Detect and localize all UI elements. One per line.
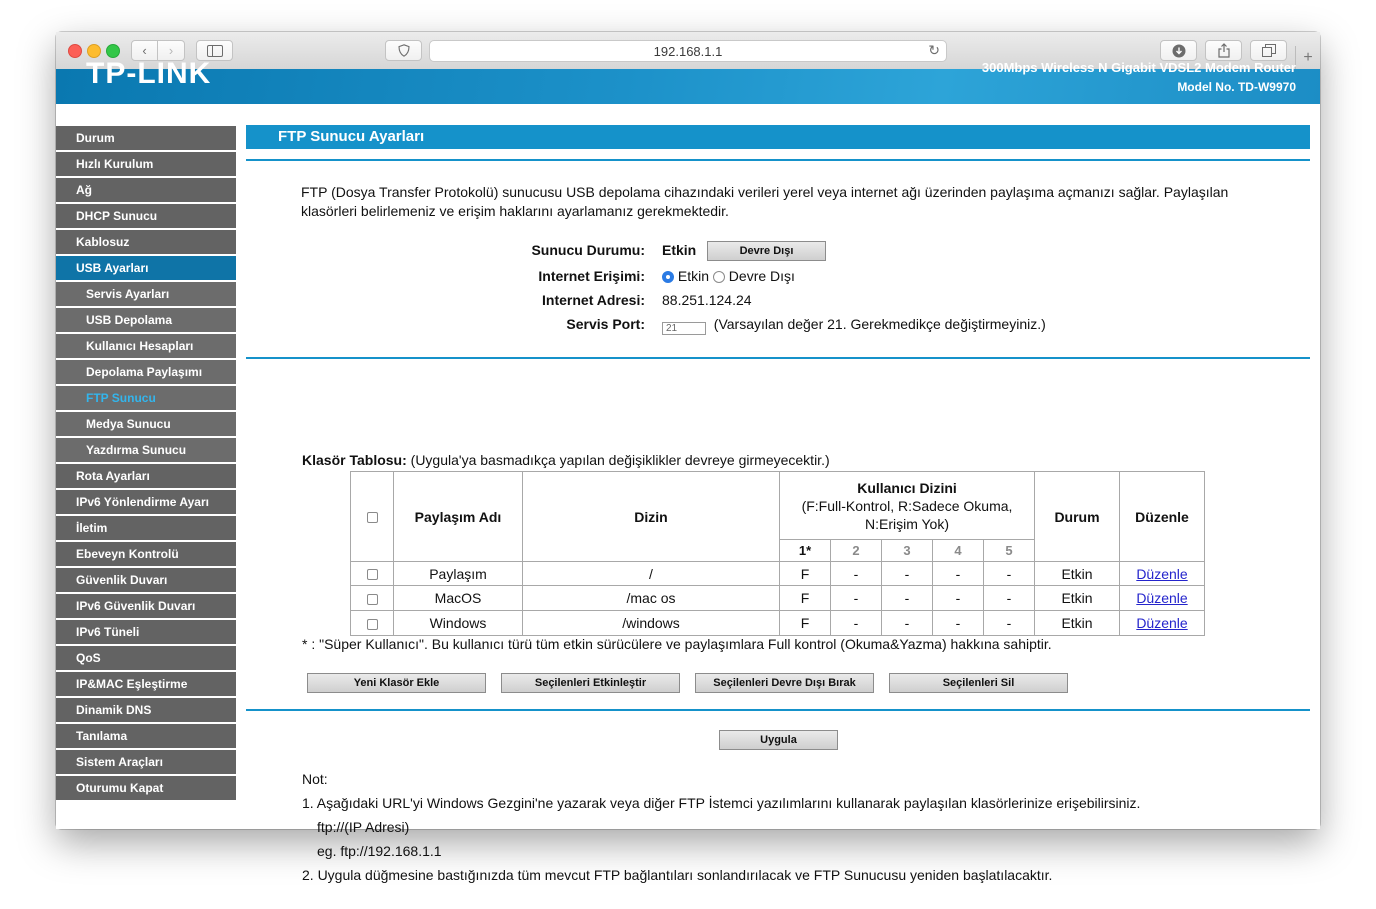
table-row (351, 611, 1205, 636)
status-cell: Etkin (1035, 611, 1120, 636)
user-number: 2 (831, 540, 882, 562)
internet-access-enabled-label: Etkin (677, 268, 710, 284)
note-line: 2. Uygula düğmesine bastığınızda tüm mevcut FTP bağlantıları sonlandırılacak ve FTP Sunucusu yeniden başlatılacaktır. (302, 867, 1053, 883)
folder-table (350, 471, 1205, 636)
sidebar-item[interactable]: Kablosuz (56, 230, 236, 254)
server-status-label: Sunucu Durumu: (531, 242, 645, 258)
status-cell: Etkin (1035, 586, 1120, 611)
header-user-dir (780, 472, 1035, 540)
sidebar-item[interactable]: Servis Ayarları (56, 282, 236, 306)
internet-address-row (246, 292, 1310, 312)
sidebar-item[interactable]: IP&MAC Eşleştirme (56, 672, 236, 696)
internet-access-row (246, 268, 1310, 288)
row-checkbox[interactable] (367, 619, 378, 630)
enable-selected-button[interactable]: Seçilenleri Etkinleştir (501, 673, 680, 693)
note-line: ftp://(IP Adresi) (317, 819, 410, 835)
sidebar-item[interactable]: Rota Ayarları (56, 464, 236, 488)
edit-cell (1120, 562, 1205, 586)
perm-cell: - (933, 562, 984, 586)
close-window-button[interactable] (68, 44, 82, 58)
sidebar-item[interactable]: Depolama Paylaşımı (56, 360, 236, 384)
edit-link[interactable]: Düzenle (1136, 615, 1188, 631)
sidebar (56, 104, 236, 829)
path-cell: /windows (523, 611, 780, 636)
header-status: Durum (1035, 472, 1120, 562)
folder-table-title: Klasör Tablosu: (302, 452, 407, 468)
share-icon (1218, 43, 1230, 58)
page-title: FTP Sunucu Ayarları (246, 125, 1310, 149)
note-line: eg. ftp://192.168.1.1 (317, 843, 442, 859)
sidebar-item[interactable]: USB Ayarları (56, 256, 236, 280)
edit-link[interactable]: Düzenle (1136, 590, 1188, 606)
disable-server-button[interactable]: Devre Dışı (707, 241, 826, 261)
header-path: Dizin (523, 472, 780, 562)
divider (246, 709, 1310, 711)
perm-cell: F (780, 562, 831, 586)
sidebar-item[interactable]: Medya Sunucu (56, 412, 236, 436)
header-edit: Düzenle (1120, 472, 1205, 562)
sidebar-item[interactable]: Oturumu Kapat (56, 776, 236, 800)
tabs-overview-button[interactable] (1250, 40, 1287, 61)
perm-cell: - (933, 586, 984, 611)
row-select-cell (351, 562, 394, 586)
folder-table-note: (Uygula'ya basmadıkça yapılan değişiklikler devreye girmeyecektir.) (410, 452, 830, 468)
table-row (351, 562, 1205, 586)
product-name: 300Mbps Wireless N Gigabit VDSL2 Modem Router (981, 60, 1296, 75)
sidebar-item[interactable]: USB Depolama (56, 308, 236, 332)
perm-cell: - (984, 611, 1035, 636)
sidebar-item[interactable]: DHCP Sunucu (56, 204, 236, 228)
perm-cell: - (882, 611, 933, 636)
perm-cell: - (831, 562, 882, 586)
row-checkbox[interactable] (367, 594, 378, 605)
service-port-row (246, 316, 1310, 336)
plus-icon: + (1303, 48, 1313, 66)
server-status-row (246, 242, 1310, 262)
user-number: 1* (780, 540, 831, 562)
sidebar-item[interactable]: IPv6 Tüneli (56, 620, 236, 644)
sidebar-item[interactable]: IPv6 Yönlendirme Ayarı (56, 490, 236, 514)
user-number: 3 (882, 540, 933, 562)
sidebar-menu (56, 126, 236, 802)
shield-icon (398, 44, 410, 57)
folder-table-caption (302, 452, 830, 468)
delete-selected-button[interactable]: Seçilenleri Sil (889, 673, 1068, 693)
brand-logo: TP-LINK (86, 57, 212, 90)
perm-cell: - (882, 586, 933, 611)
server-status-value: Etkin (662, 242, 697, 258)
perm-cell: - (882, 562, 933, 586)
chevron-left-icon: ‹ (142, 43, 147, 58)
router-admin-page (56, 57, 1320, 883)
download-icon (1172, 44, 1186, 58)
table-row (351, 586, 1205, 611)
perm-cell: - (984, 562, 1035, 586)
sidebar-item[interactable]: Dinamik DNS (56, 698, 236, 722)
sidebar-icon (207, 45, 223, 57)
url-text: 192.168.1.1 (653, 43, 723, 59)
header-share-name: Paylaşım Adı (394, 472, 523, 562)
path-cell: / (523, 562, 780, 586)
sidebar-item[interactable]: Ağ (56, 178, 236, 202)
internet-access-enabled-radio[interactable] (662, 271, 674, 283)
divider (246, 159, 1310, 161)
internet-access-label: Internet Erişimi: (538, 268, 645, 284)
user-dir-title: Kullanıcı Dizini (857, 479, 957, 496)
edit-cell (1120, 611, 1205, 636)
service-port-field-group (662, 316, 1046, 335)
chevron-right-icon: › (168, 43, 174, 58)
note-line: 1. Aşağıdaki URL'yi Windows Gezgini'ne yazarak veya diğer FTP İstemci yazılımlarını kullanarak paylaşılan klasörlerinize erişebilirsiniz. (302, 795, 1141, 811)
sidebar-item[interactable]: Ebeveyn Kontrolü (56, 542, 236, 566)
internet-address-label: Internet Adresi: (542, 292, 645, 308)
internet-access-options (662, 268, 795, 284)
service-port-hint: (Varsayılan değer 21. Gerekmedikçe değiştirmeyiniz.) (713, 316, 1046, 332)
sidebar-item[interactable]: İletim (56, 516, 236, 540)
downloads-button[interactable] (1160, 40, 1197, 61)
perm-cell: - (831, 586, 882, 611)
user-number: 5 (984, 540, 1035, 562)
service-port-input[interactable]: 21 (662, 322, 706, 335)
sidebar-item[interactable]: Kullanıcı Hesapları (56, 334, 236, 358)
disable-selected-button[interactable]: Seçilenleri Devre Dışı Bırak (695, 673, 874, 693)
sidebar-item[interactable]: Tanılama (56, 724, 236, 748)
user-dir-legend-2: N:Erişim Yok) (864, 515, 950, 532)
minimize-window-button[interactable] (87, 44, 101, 58)
perm-cell: - (831, 611, 882, 636)
sidebar-item[interactable]: Durum (56, 126, 236, 150)
reload-icon[interactable]: ↻ (928, 42, 940, 58)
sidebar-item[interactable]: QoS (56, 646, 236, 670)
sidebar-item[interactable]: IPv6 Güvenlik Duvarı (56, 594, 236, 618)
edit-cell (1120, 586, 1205, 611)
share-name-cell: Paylaşım (394, 562, 523, 586)
tabs-icon (1262, 44, 1276, 57)
model-number: Model No. TD-W9970 (1177, 80, 1296, 94)
sidebar-item[interactable]: Hızlı Kurulum (56, 152, 236, 176)
perm-cell: - (933, 611, 984, 636)
select-all-checkbox[interactable] (367, 512, 378, 523)
perm-cell: F (780, 611, 831, 636)
row-select-cell (351, 586, 394, 611)
privacy-report-button[interactable] (385, 40, 422, 61)
perm-cell: - (984, 586, 1035, 611)
intro-text: FTP (Dosya Transfer Protokolü) sunucusu USB depolama cihazındaki verileri yerel veya internet ağı üzerinden paylaşıma açmanızı sağlar. Paylaşılan klasörleri belirlemeniz ve erişim haklarını ayarlamanız gerekmektedir. (301, 184, 1229, 219)
share-name-cell: Windows (394, 611, 523, 636)
status-cell: Etkin (1035, 562, 1120, 586)
select-all-cell (351, 472, 394, 562)
new-tab-button[interactable] (1295, 46, 1320, 69)
sidebar-item[interactable]: FTP Sunucu (56, 386, 236, 410)
notes-title: Not: (302, 771, 328, 787)
zoom-window-button[interactable] (106, 44, 120, 58)
sidebar-item[interactable]: Sistem Araçları (56, 750, 236, 774)
user-dir-legend-1: (F:Full-Kontrol, R:Sadece Okuma, (801, 497, 1013, 514)
share-button[interactable] (1205, 40, 1242, 61)
add-folder-button[interactable]: Yeni Klasör Ekle (307, 673, 486, 693)
sidebar-item[interactable]: Yazdırma Sunucu (56, 438, 236, 462)
internet-access-disabled-radio[interactable] (713, 271, 725, 283)
service-port-label: Servis Port: (566, 316, 645, 332)
edit-link[interactable]: Düzenle (1136, 565, 1188, 582)
apply-button[interactable]: Uygula (719, 730, 838, 750)
share-name-cell: MacOS (394, 586, 523, 611)
row-select-cell (351, 611, 394, 636)
internet-address-value: 88.251.124.24 (662, 292, 752, 308)
internet-access-disabled-label: Devre Dışı (728, 268, 795, 284)
path-cell: /mac os (523, 586, 780, 611)
divider (246, 357, 1310, 359)
perm-cell: F (780, 586, 831, 611)
browser-window (56, 32, 1320, 883)
user-number: 4 (933, 540, 984, 562)
sidebar-item[interactable]: Güvenlik Duvarı (56, 568, 236, 592)
super-user-footnote: * : "Süper Kullanıcı". Bu kullanıcı türü tüm etkin sürücülere ve paylaşımlara Full kontrol (Okuma&Yazma) hakkına sahiptir. (302, 636, 1052, 652)
address-bar[interactable] (429, 40, 947, 62)
header-banner (56, 57, 1320, 104)
row-checkbox[interactable] (367, 569, 378, 580)
